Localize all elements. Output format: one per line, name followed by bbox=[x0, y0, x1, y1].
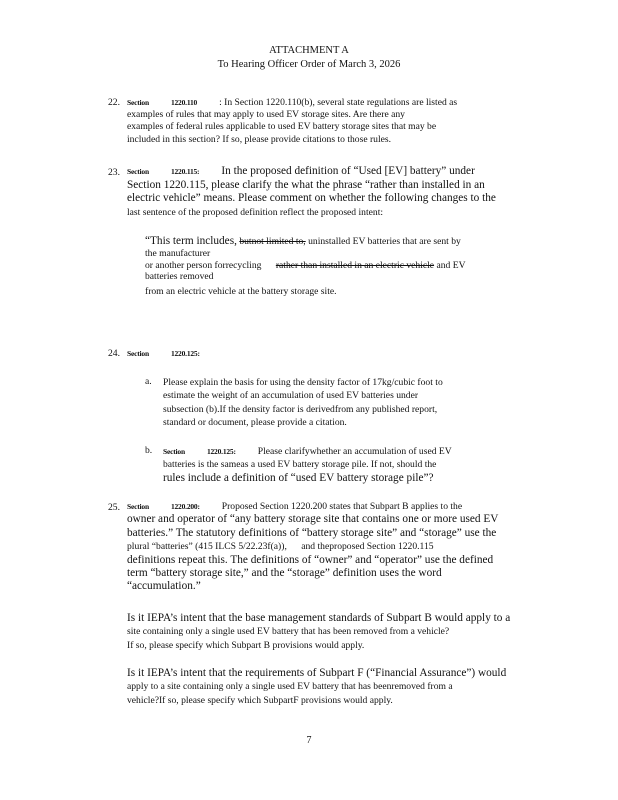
quote-part-1: “This term includes, bbox=[145, 235, 237, 247]
item-number-25: 25. bbox=[108, 502, 120, 513]
section-label: Section bbox=[127, 349, 149, 358]
quote-struck-1: butnot limited to, bbox=[239, 236, 306, 247]
quote-part-3: or another person forrecycling bbox=[145, 259, 262, 271]
quote-line-5: from an electric vehicle at the battery storage site. bbox=[145, 286, 337, 298]
q25-p2-line-3: If so, please specify which Subpart B provisions would apply. bbox=[127, 639, 365, 651]
q23-line-2: Section 1220.115, please clarify the what the phrase “rather than installed in an bbox=[127, 178, 485, 191]
q23-line-3: electric vehicle” means. Please comment on whether the following changes to the bbox=[127, 192, 496, 204]
question-24b bbox=[163, 445, 452, 485]
q22-line-4: included in this section? If so, please provide citations to those rules. bbox=[127, 133, 392, 145]
subitem-label-a: a. bbox=[145, 376, 152, 387]
q25-line-1: Proposed Section 1220.200 states that Subpart B applies to the bbox=[221, 501, 463, 512]
quote-line-4: batteries removed bbox=[145, 271, 214, 283]
section-label: Section bbox=[127, 98, 149, 107]
page-number: 7 bbox=[306, 735, 312, 746]
subitem-label-b: b. bbox=[145, 445, 153, 456]
attachment-subtitle: To Hearing Officer Order of March 3, 2026 bbox=[217, 59, 401, 70]
q24a-line-4: standard or document, please provide a citation. bbox=[163, 416, 347, 428]
q25-line-2: owner and operator of “any battery storage site that contains one or more used EV bbox=[127, 513, 499, 526]
item-number-22: 22. bbox=[108, 97, 120, 108]
question-25 bbox=[127, 500, 498, 594]
q22-line-1: : In Section 1220.110(b), several state regulations are listed as bbox=[219, 97, 458, 108]
q22-line-3: examples of federal rules applicable to used EV battery storage sites that may be bbox=[127, 121, 437, 133]
q25-p3-line-2: apply to a site containing only a single used EV battery that has beenremoved from a bbox=[127, 681, 453, 693]
item-number-23: 23. bbox=[108, 167, 120, 178]
item-number-24: 24. bbox=[108, 348, 120, 359]
q24b-line-1: Please clarifywhether an accumulation of used EV bbox=[257, 446, 452, 457]
quote-struck-2: rather than installed in an electric vehicle bbox=[275, 259, 435, 271]
q23-line-1: In the proposed definition of “Used [EV] battery” under bbox=[221, 165, 475, 177]
question-24-heading bbox=[127, 348, 200, 360]
question-24a bbox=[163, 376, 443, 429]
section-label: Section bbox=[163, 447, 185, 456]
proposed-definition-quote bbox=[145, 236, 466, 298]
q25-line-5: definitions repeat this. The definitions of “owner” and “operator” use the defined bbox=[127, 553, 494, 566]
q24b-line-2: batteries is the sameas a used EV battery storage pile. If not, should the bbox=[163, 459, 437, 471]
q22-line-2: examples of rules that may apply to used EV storage sites. Are there any bbox=[127, 109, 405, 121]
section-label: Section bbox=[127, 502, 149, 511]
quote-part-4: and EV bbox=[436, 259, 466, 271]
q25-p2-line-2: site containing only a single used EV battery that has been removed from a vehicle? bbox=[127, 626, 450, 638]
q24b-line-3: rules include a definition of “used EV battery storage pile”? bbox=[163, 471, 434, 484]
q25-line-4a: plural “batteries” (415 ILCS 5/22.23f(a)), bbox=[127, 541, 287, 553]
question-25-paragraph-3 bbox=[127, 667, 506, 707]
section-ref: 1220.115: bbox=[170, 167, 200, 176]
question-22 bbox=[127, 97, 457, 146]
q24a-line-2: estimate the weight of an accumulation of used EV batteries under bbox=[163, 390, 419, 402]
q25-line-6: term “battery storage site,” and the “storage” definition uses the word bbox=[127, 567, 442, 580]
question-25-paragraph-2 bbox=[127, 612, 510, 652]
q24a-line-3: subsection (b).If the density factor is derivedfrom any published report, bbox=[163, 403, 438, 415]
section-ref: 1220.110 bbox=[170, 98, 198, 107]
section-ref: 1220.200: bbox=[170, 502, 200, 511]
q25-p3-line-3: vehicle?If so, please specify which SubpartF provisions would apply. bbox=[127, 694, 393, 706]
section-ref: 1220.125: bbox=[206, 447, 236, 456]
section-label: Section bbox=[127, 167, 149, 176]
question-23 bbox=[127, 165, 496, 219]
section-ref: 1220.125: bbox=[170, 349, 200, 358]
q24a-line-1: Please explain the basis for using the density factor of 17kg/cubic foot to bbox=[163, 377, 443, 388]
q25-line-4b: and theproposed Section 1220.115 bbox=[301, 541, 434, 553]
q23-line-4: last sentence of the proposed definition reflect the proposed intent: bbox=[127, 206, 384, 218]
q25-p3-line-1: Is it IEPA’s intent that the requirements of Subpart F (“Financial Assurance”) would bbox=[127, 667, 507, 679]
quote-part-2: uninstalled EV batteries that are sent by bbox=[308, 236, 461, 247]
quote-line-2: the manufacturer bbox=[145, 247, 211, 259]
attachment-title: ATTACHMENT A bbox=[269, 45, 349, 56]
q25-line-3: batteries.” The statutory definitions of “battery storage site” and “storage” use the bbox=[127, 526, 497, 539]
q25-p2-line-1: Is it IEPA’s intent that the base management standards of Subpart B would apply to a bbox=[127, 612, 511, 624]
q25-line-7: “accumulation.” bbox=[127, 580, 201, 593]
